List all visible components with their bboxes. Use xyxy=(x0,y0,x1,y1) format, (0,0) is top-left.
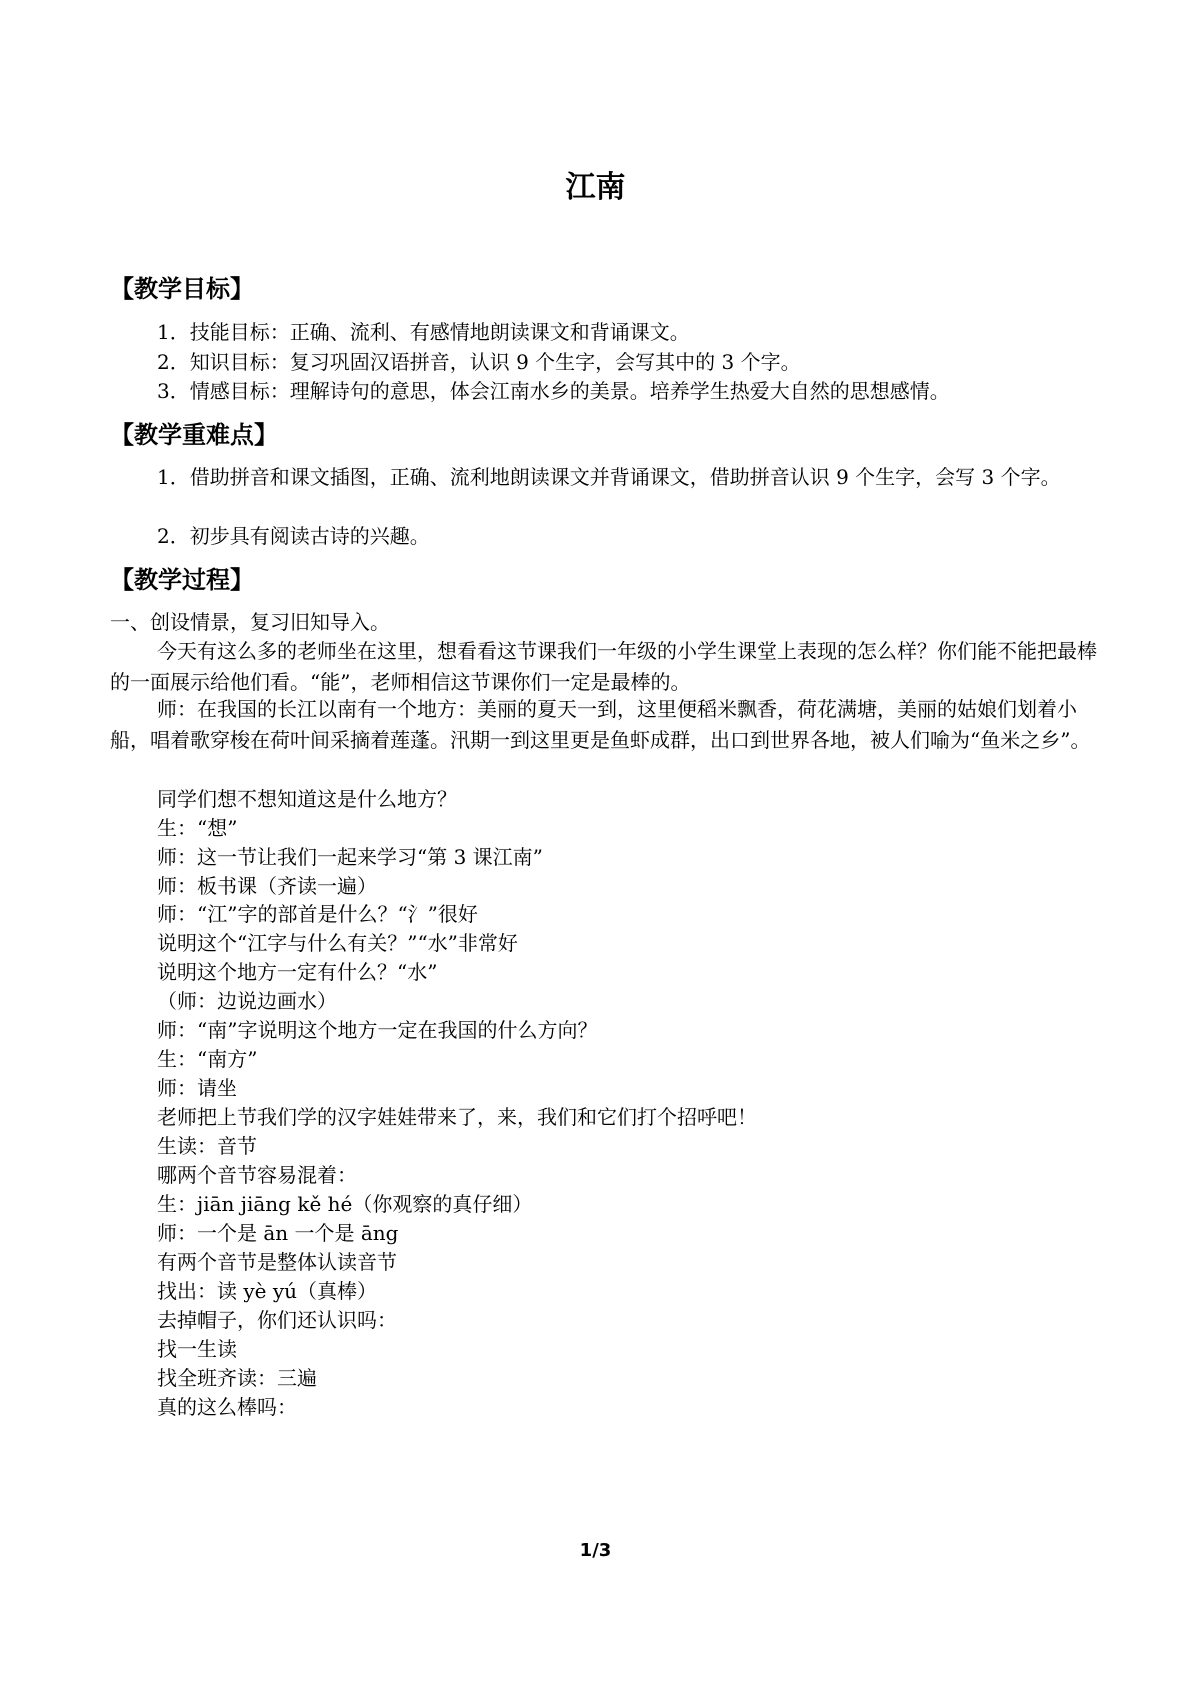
dialog-line: 找一生读 xyxy=(157,1337,237,1361)
dialog-line: 真的这么棒吗： xyxy=(157,1395,297,1419)
dialog-line: 师：请坐 xyxy=(157,1076,237,1100)
dialog-line: 说明这个“江字与什么有关？”“水”非常好 xyxy=(157,931,518,955)
process-step: 一、创设情景，复习旧知导入。 xyxy=(110,610,390,634)
page-total: 3 xyxy=(598,1540,612,1561)
section-heading-goals: 【教学目标】 xyxy=(110,275,254,303)
page-number: 1 xyxy=(579,1540,593,1561)
dialog-line: 师：一个是 ān 一个是 āng xyxy=(157,1221,399,1245)
dialog-line: 有两个音节是整体认读音节 xyxy=(157,1250,397,1274)
dialog-line: 找全班齐读：三遍 xyxy=(157,1366,317,1390)
dialog-line: 师：板书课（齐读一遍） xyxy=(157,874,377,898)
process-paragraph: 今天有这么多的老师坐在这里，想看看这节课我们一年级的小学生课堂上表现的怎么样？你们能不能把最棒的一面展示给他们看。“能”，老师相信这节课你们一定是最棒的。 xyxy=(110,639,1097,694)
dialog-line: 说明这个地方一定有什么？“水” xyxy=(157,960,438,984)
keypoint-item: 1．借助拼音和课文插图，正确、流利地朗读课文并背诵课文，借助拼音认识 9 个生字，会写 3 个字。 xyxy=(157,465,1061,489)
dialog-line: 老师把上节我们学的汉字娃娃带来了，来，我们和它们打个招呼吧！ xyxy=(157,1105,757,1129)
section-heading-process: 【教学过程】 xyxy=(110,566,254,594)
dialog-line: 找出：读 yè yú（真棒） xyxy=(157,1279,378,1303)
goal-item: 2．知识目标：复习巩固汉语拼音，认识 9 个生字，会写其中的 3 个字。 xyxy=(157,350,801,374)
goal-item: 1．技能目标：正确、流利、有感情地朗读课文和背诵课文。 xyxy=(157,320,690,344)
dialog-line: 师：这一节让我们一起来学习“第 3 课江南” xyxy=(157,845,543,869)
dialog-line: 去掉帽子，你们还认识吗： xyxy=(157,1308,397,1332)
page-footer xyxy=(0,1540,1191,1561)
dialog-line: 师：“南”字说明这个地方一定在我国的什么方向？ xyxy=(157,1018,598,1042)
dialog-line: 师：“江”字的部首是什么？“氵”很好 xyxy=(157,902,478,926)
dialog-line: 生：“南方” xyxy=(157,1047,258,1071)
dialog-line: 生：“想” xyxy=(157,816,238,840)
keypoint-item: 2．初步具有阅读古诗的兴趣。 xyxy=(157,524,430,548)
page-title: 江南 xyxy=(565,170,626,205)
process-paragraph: 师：在我国的长江以南有一个地方：美丽的夏天一到，这里便稻米飘香，荷花满塘，美丽的姑娘们划着小船，唱着歌穿梭在荷叶间采摘着莲蓬。汛期一到这里更是鱼虾成群，出口到世界各地，被人们喻为“鱼米之乡”。 xyxy=(110,697,1091,752)
section-heading-keypoints: 【教学重难点】 xyxy=(110,421,278,449)
dialog-line: 生：jiān jiāng kě hé（你观察的真仔细） xyxy=(157,1192,533,1216)
dialog-line: 生读：音节 xyxy=(157,1134,257,1158)
goal-item: 3．情感目标：理解诗句的意思，体会江南水乡的美景。培养学生热爱大自然的思想感情。 xyxy=(157,379,950,403)
dialog-line: （师：边说边画水） xyxy=(157,989,337,1013)
page-separator: / xyxy=(592,1540,599,1561)
dialog-line: 同学们想不想知道这是什么地方？ xyxy=(157,787,457,811)
dialog-line: 哪两个音节容易混着： xyxy=(157,1163,357,1187)
